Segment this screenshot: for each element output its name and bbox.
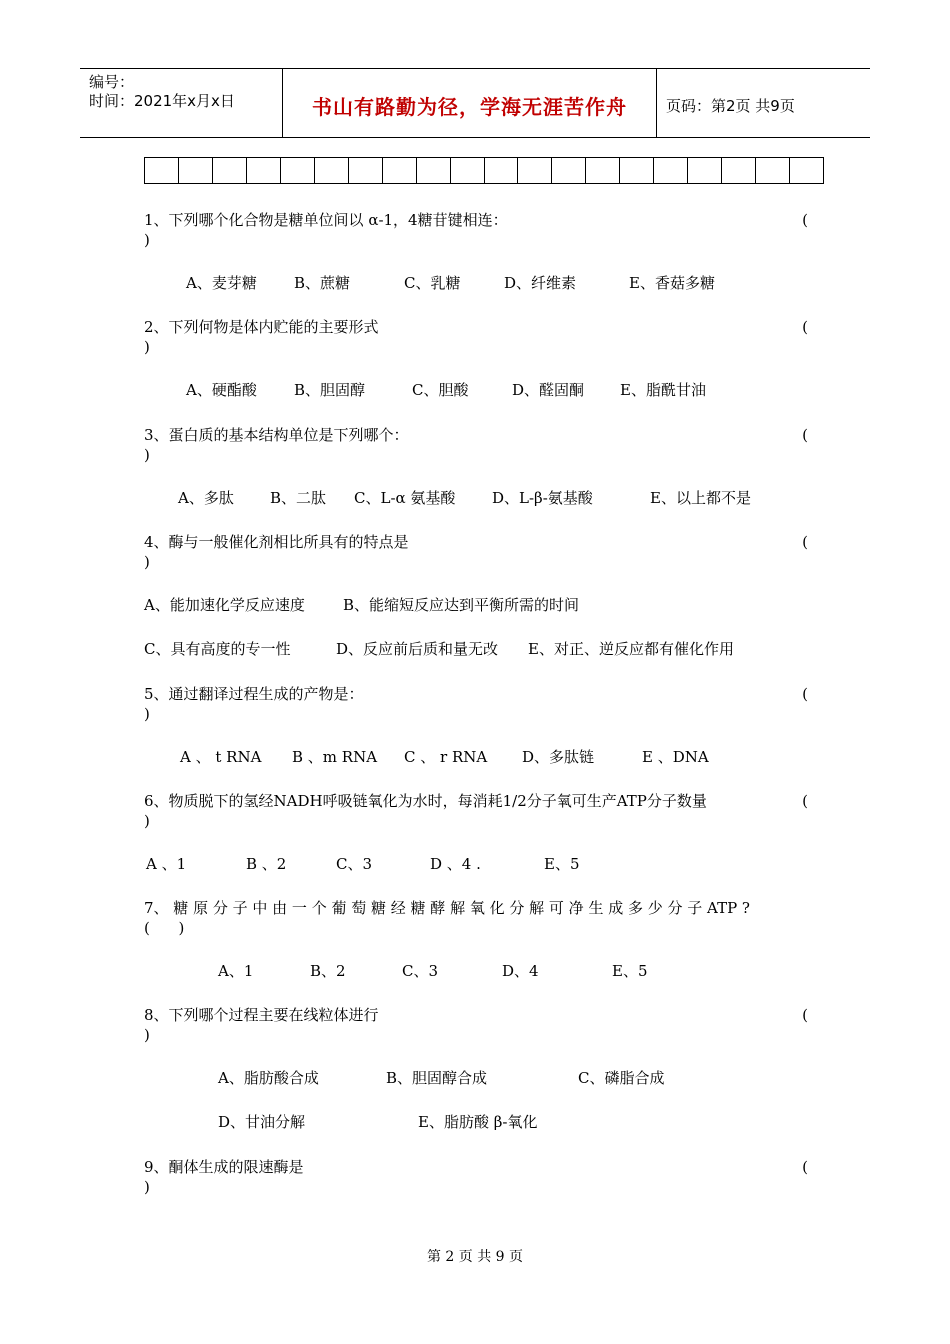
answer-grid-cell: [145, 158, 179, 183]
answer-open-paren: (: [802, 211, 808, 229]
option-d: D、纤维素: [504, 274, 577, 292]
answer-close-paren: ): [144, 1178, 150, 1196]
answer-grid-cell: [383, 158, 417, 183]
option-e: E、香菇多糖: [629, 274, 715, 292]
option-c: C、3: [336, 855, 373, 873]
answer-grid-cell: [315, 158, 349, 183]
answer-grid-cell: [552, 158, 586, 183]
question-9: [144, 1157, 814, 1197]
option-e: E、对正、逆反应都有催化作用: [528, 640, 734, 658]
option-c: C 、 r RNA: [404, 748, 488, 766]
answer-grid-cell: [349, 158, 383, 183]
option-b: B、二肽: [270, 489, 327, 507]
question-text: 6、物质脱下的氢经NADH呼吸链氧化为水时，每消耗1/2分子氧可生产ATP分子数量: [144, 792, 707, 810]
answer-open-paren: (: [802, 1158, 808, 1176]
option-a: A、麦芽糖: [186, 274, 257, 292]
option-c: C、乳糖: [404, 274, 461, 292]
option-a: A、多肽: [178, 489, 234, 507]
option-c: C、具有高度的专一性: [144, 640, 291, 658]
answer-grid: [144, 157, 824, 184]
option-a: A、能加速化学反应速度: [144, 596, 305, 614]
answer-grid-cell: [417, 158, 451, 183]
option-d: D、甘油分解: [218, 1113, 306, 1131]
question-text: 5、通过翻译过程生成的产物是：: [144, 685, 364, 703]
header-middle-cell: [283, 69, 657, 137]
question-1: [144, 210, 814, 250]
question-text: 8、下列哪个过程主要在线粒体进行: [144, 1006, 379, 1024]
option-d: D 、4 .: [430, 855, 481, 873]
answer-close-paren: ): [144, 812, 150, 830]
question-7: [144, 898, 814, 938]
question-2: [144, 317, 814, 357]
page-header: [80, 68, 870, 138]
question-text: 4、酶与一般催化剂相比所具有的特点是: [144, 533, 409, 551]
number-label: 编号：: [89, 73, 135, 91]
question-3: [144, 425, 814, 465]
answer-open-paren: (: [802, 426, 808, 444]
option-a: A 、 t RNA: [180, 748, 262, 766]
question-6: [144, 791, 814, 831]
answer-grid-cell: [247, 158, 281, 183]
answer-grid-cell: [620, 158, 654, 183]
answer-grid-cell: [654, 158, 688, 183]
answer-open-paren: (: [802, 1006, 808, 1024]
answer-grid-cell: [451, 158, 485, 183]
question-text: 1、下列哪个化合物是糖单位间以 α-1，4糖苷键相连：: [144, 211, 508, 229]
header-right-cell: [657, 69, 870, 137]
option-e: E、脂酰甘油: [620, 381, 706, 399]
option-b: B、能缩短反应达到平衡所需的时间: [343, 596, 580, 614]
option-a: A、1: [218, 962, 254, 980]
option-e: E、脂肪酸 β-氧化: [418, 1113, 538, 1131]
question-text: 9、酮体生成的限速酶是: [144, 1158, 304, 1176]
option-b: B 、m RNA: [292, 748, 378, 766]
answer-open-paren: (: [802, 792, 808, 810]
option-a: A、硬酯酸: [186, 381, 257, 399]
answer-open-paren: (: [802, 318, 808, 336]
option-e: E、以上都不是: [650, 489, 751, 507]
answer-grid-cell: [281, 158, 315, 183]
answer-grid-cell: [688, 158, 722, 183]
answer-close-paren: ): [144, 338, 150, 356]
answer-close-paren: ): [144, 553, 150, 571]
option-d: D、L-β-氨基酸: [492, 489, 593, 507]
answer-grid-cell: [213, 158, 247, 183]
answer-grid-cell: [756, 158, 790, 183]
page-footer: 第 2 页 共 9 页: [426, 1249, 524, 1265]
option-d: D、多肽链: [522, 748, 595, 766]
time-label: 时间：2021年x月x日: [89, 92, 235, 110]
answer-close-paren: ): [144, 1026, 150, 1044]
question-8: [144, 1005, 814, 1045]
option-e: E、5: [612, 962, 648, 980]
header-left-cell: [80, 69, 283, 137]
option-c: C、胆酸: [412, 381, 469, 399]
option-d: D、醛固酮: [512, 381, 585, 399]
option-e: E 、DNA: [642, 748, 709, 766]
option-b: B 、2: [246, 855, 287, 873]
option-b: B、胆固醇: [294, 381, 366, 399]
motto-text: 书山有路勤为径，学海无涯苦作舟: [312, 94, 627, 119]
answer-close-paren: ): [144, 446, 150, 464]
answer-grid-cell: [179, 158, 213, 183]
option-c: C、3: [402, 962, 439, 980]
answer-close-paren: ): [144, 231, 150, 249]
question-4: [144, 532, 814, 572]
option-e: E、5: [544, 855, 580, 873]
option-d: D、反应前后质和量无改: [336, 640, 499, 658]
answer-grid-cell: [518, 158, 552, 183]
question-text: 3、蛋白质的基本结构单位是下列哪个：: [144, 426, 409, 444]
answer-open-paren: (: [802, 685, 808, 703]
answer-grid-cell: [790, 158, 823, 183]
option-b: B、2: [310, 962, 346, 980]
option-c: C、磷脂合成: [578, 1069, 665, 1087]
option-c: C、L-α 氨基酸: [354, 489, 456, 507]
answer-grid-cell: [586, 158, 620, 183]
option-b: B、蔗糖: [294, 274, 351, 292]
option-d: D、4: [502, 962, 539, 980]
question-text: 2、下列何物是体内贮能的主要形式: [144, 318, 379, 336]
answer-close-paren: ): [144, 705, 150, 723]
option-b: B、胆固醇合成: [386, 1069, 488, 1087]
option-a: A、脂肪酸合成: [218, 1069, 319, 1087]
page-code: 页码：第2页 共9页: [666, 96, 795, 115]
answer-paren: ( ): [144, 919, 185, 937]
question-5: [144, 684, 814, 724]
question-text: 7、 糖 原 分 子 中 由 一 个 葡 萄 糖 经 糖 酵 解 氧 化 分 解 可 净 生 成 多 少 分 子 ATP ?: [144, 899, 750, 917]
option-a: A 、1: [146, 855, 187, 873]
answer-open-paren: (: [802, 533, 808, 551]
answer-grid-cell: [485, 158, 519, 183]
answer-grid-cell: [722, 158, 756, 183]
